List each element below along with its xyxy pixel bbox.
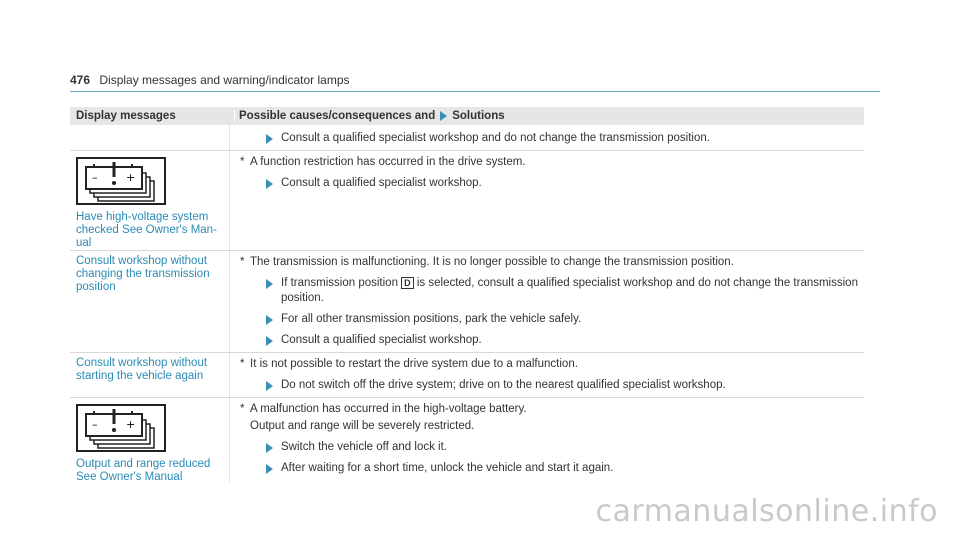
list-item: Consult a qualified specialist workshop. [266,176,858,191]
list-item: Do not switch off the drive system; drive on to the nearest qualified specialist workshop. [266,378,858,393]
table-row [70,251,864,353]
message-cell [70,353,230,397]
list-item: For all other transmission positions, park the vehicle safely. [266,312,858,327]
message-cell [70,398,230,482]
message-cell [70,251,230,352]
arrow-icon [266,315,273,325]
list-item: Consult a qualified specialist workshop and do not change the transmission position. [266,131,858,146]
cause-text: * The transmission is malfunctioning. It is no longer possible to change the transmission position. [240,256,734,268]
arrow-icon [266,134,273,144]
solution-cell [230,251,864,352]
gear-d-icon: D [401,277,414,289]
message-cell [70,125,230,150]
cause-text: * It is not possible to restart the drive system due to a malfunction. [240,358,578,370]
col-header-messages: Display messages [76,110,176,122]
battery-warning-icon [76,404,166,452]
table-row [70,125,864,151]
svg-text:+: + [126,418,136,431]
battery-warning-icon [76,157,166,205]
messages-table [70,107,864,482]
col-header-solutions-label: Solutions [452,110,505,122]
page-number: 476 [70,73,91,87]
page-header [70,73,350,87]
list-item: Consult a qualified specialist workshop. [266,333,858,348]
svg-text:–: – [92,171,98,184]
solution-cell [230,151,864,250]
table-row [70,151,864,251]
display-message: Output and range reduced See Owner's Manual [76,458,211,483]
solution-cell [230,353,864,397]
watermark: carmanualsonline.info [595,494,938,529]
message-cell [70,151,230,250]
list-item: After waiting for a short time, unlock the vehicle and start it again. [266,461,858,476]
page-title: Display messages and warning/indicator lamps [99,73,350,87]
display-message: Consult workshop without starting the vehicle again [76,357,208,382]
header-rule [70,91,880,92]
list-item: Switch the vehicle off and lock it. [266,440,858,455]
solution-cell [230,125,864,150]
svg-text:–: – [92,418,98,431]
table-header [70,107,864,125]
svg-text:+: + [126,171,136,184]
col-header-causes [234,110,864,122]
solution-cell [230,398,864,482]
cause-text: * A malfunction has occurred in the high-voltage battery. [240,403,527,415]
display-message: Consult workshop without changing the transmission position [76,255,210,293]
col-header-causes-label: Possible causes/consequences and [239,110,436,122]
cause-text: * A function restriction has occurred in the drive system. [240,156,526,168]
arrow-icon [266,381,273,391]
display-message: Have high-voltage system checked See Owner's Man-ual [76,211,217,249]
table-row [70,353,864,398]
list-item: If transmission position D is selected, consult a qualified specialist workshop and do not change the transmission position. [266,276,858,306]
cause-detail: Output and range will be severely restricted. [250,420,475,432]
arrow-icon [266,279,273,289]
arrow-icon [266,179,273,189]
arrow-icon [440,111,447,121]
arrow-icon [266,464,273,474]
arrow-icon [266,443,273,453]
arrow-icon [266,336,273,346]
table-row [70,398,864,482]
